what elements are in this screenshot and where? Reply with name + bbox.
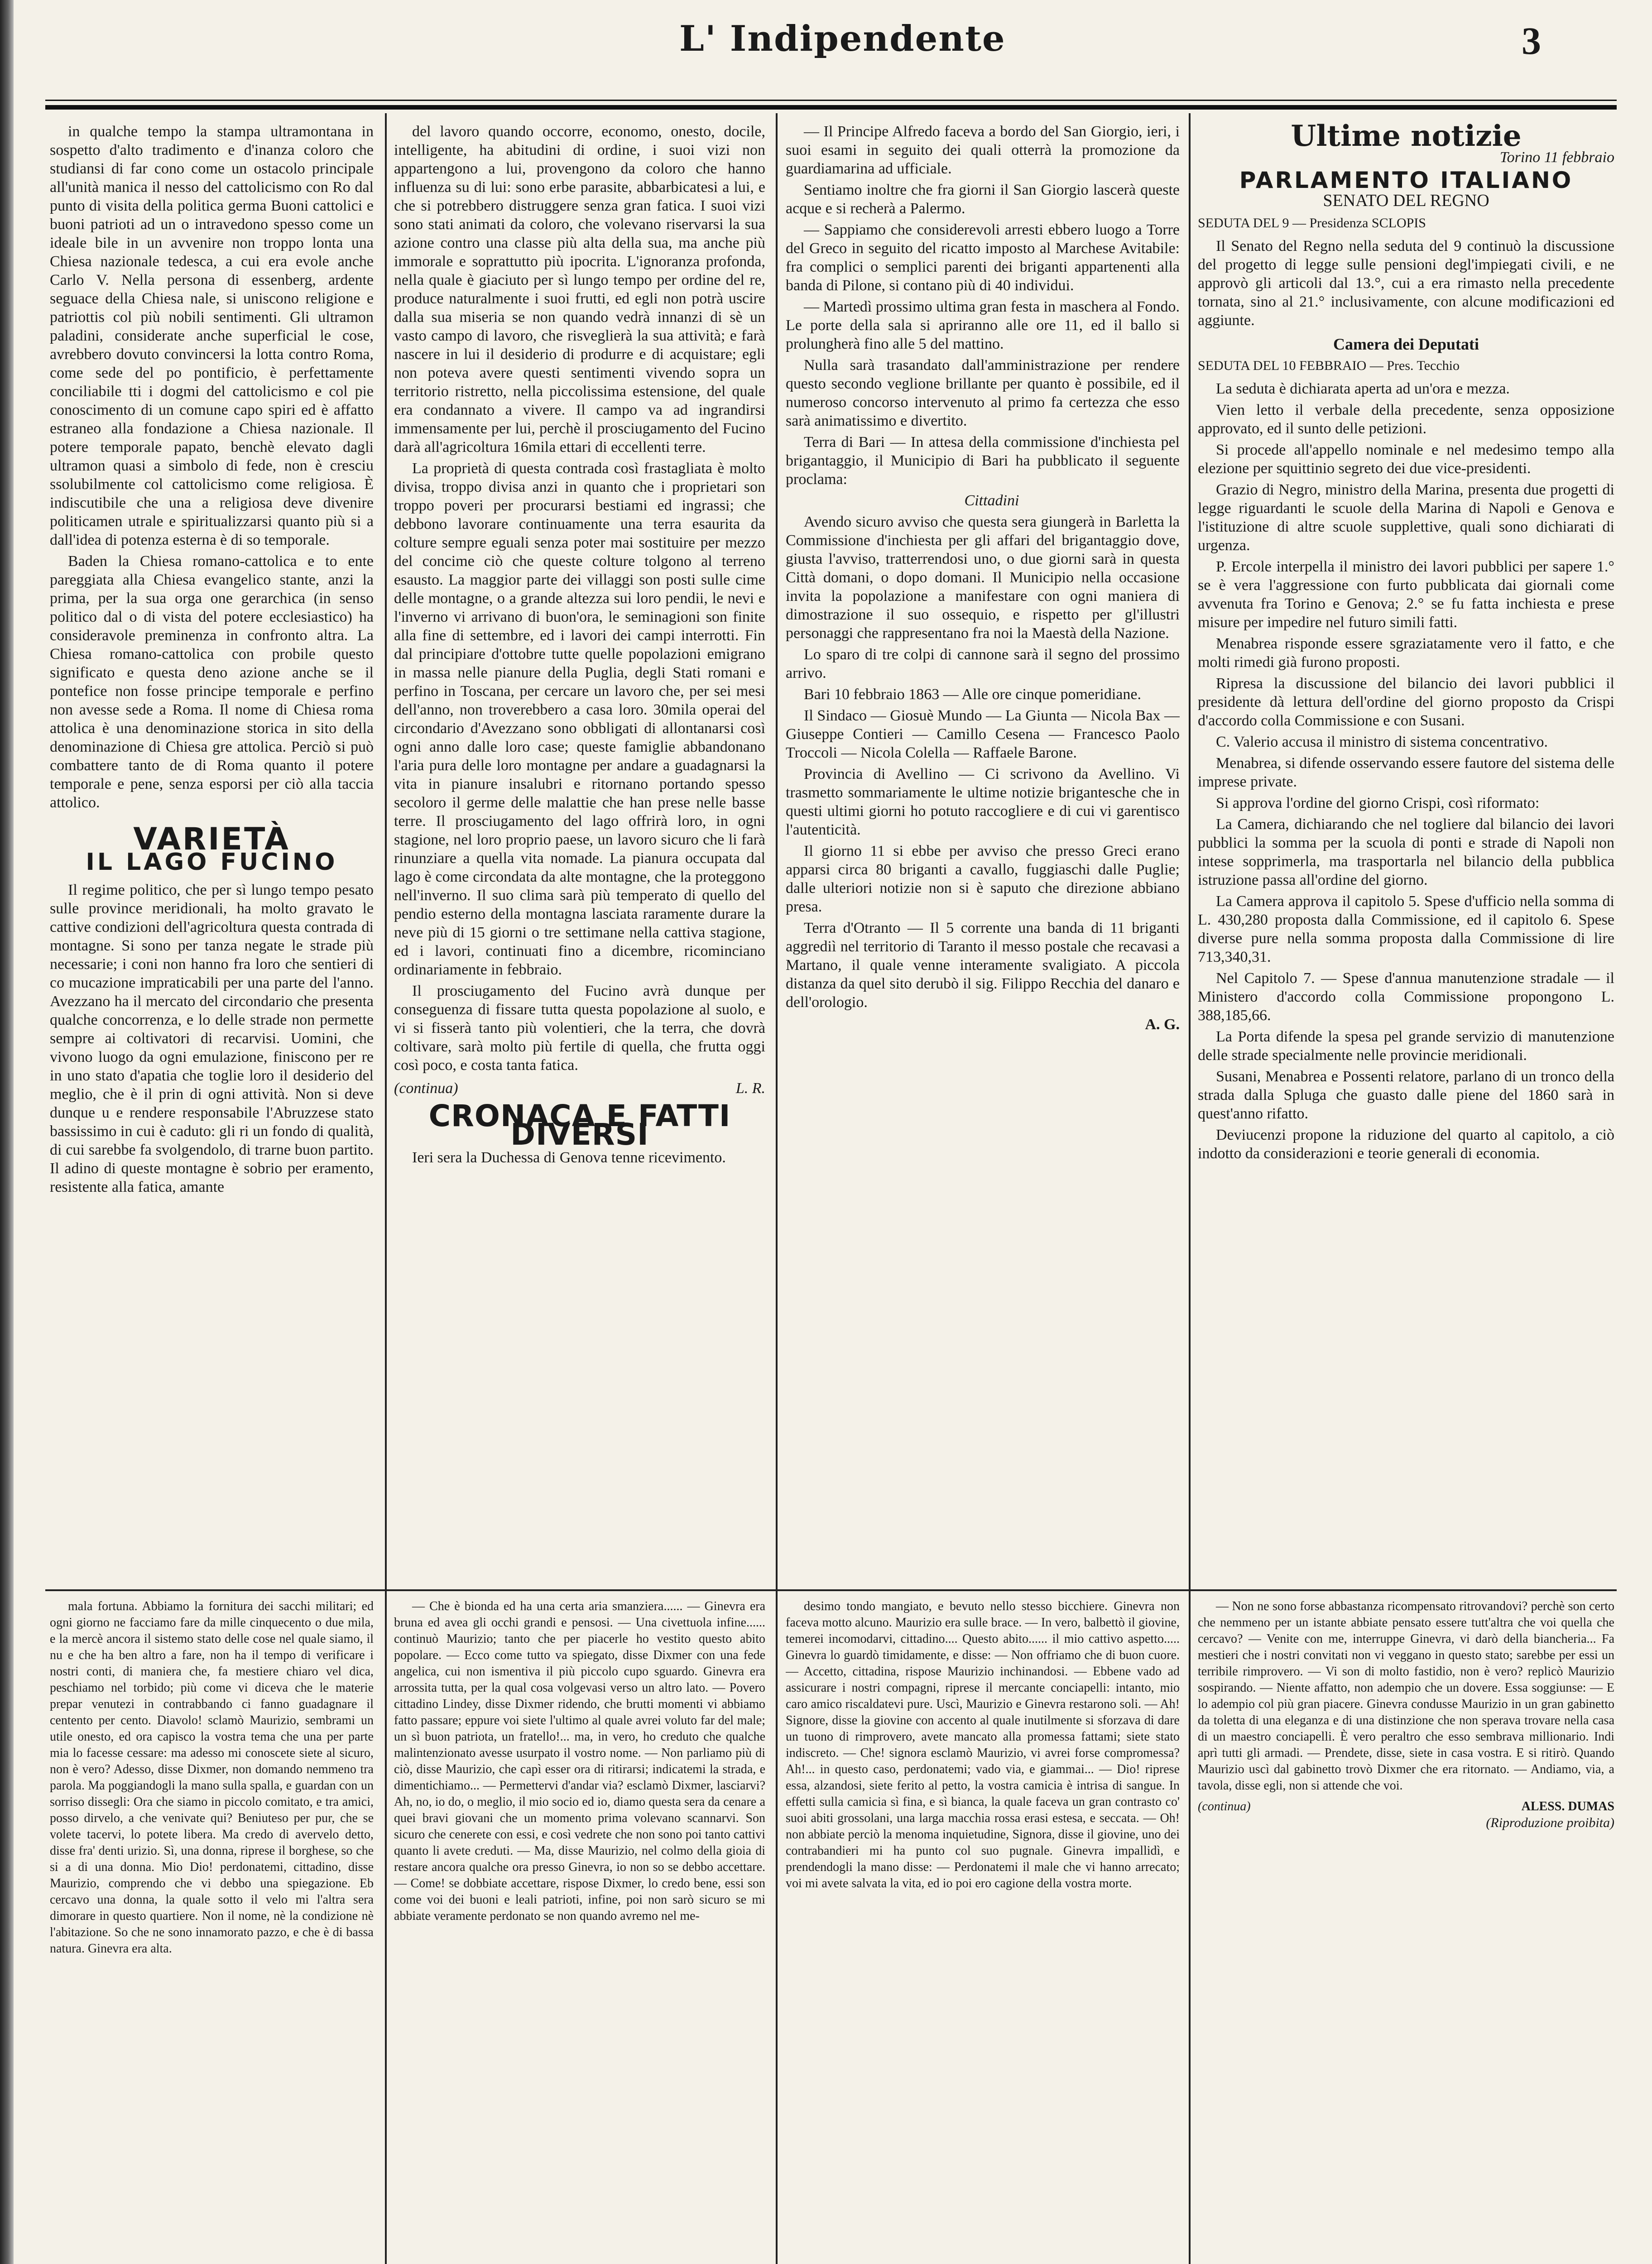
parlamento-heading: PARLAMENTO ITALIANO [1239,167,1573,193]
lago-fucino-heading: IL LAGO FUCINO [86,849,338,876]
column-rule-3 [1189,113,1191,2264]
article-paragraph: Grazio di Negro, ministro della Marina, presenta due progetti di legge riguardanti le scuole della Marina di Napoli e Genova e l'istituzione di altre scuole supplettive, quali sono dichiarati di urgenza. [1198,481,1614,554]
article-paragraph: La seduta è dichiarata aperta ad un'ora e mezza. [1216,380,1510,397]
article-paragraph: Il Senato del Regno nella seduta del 9 continuò la discussione del progetto di legge sulle pensioni degl'impiegati civili, e ne approvò gli articoli dal 13.°, cui a era rimasto nella precedente tornata, sino al 21.° inclusivamente, con alcune modificazioni ed aggiunte. [1198,238,1614,329]
seduta-camera: SEDUTA DEL 10 FEBBRAIO — Pres. Tecchio [1198,358,1460,373]
cronaca-heading: CRONACA E FATTI DIVERSI [428,1098,731,1152]
feuilleton-rule [45,1589,1617,1591]
article-paragraph: Menabrea, si difende osservando essere fautore del sistema delle imprese private. [1198,755,1614,790]
article-paragraph: in qualche tempo la stampa ultramontana in sospetto d'alto tradimento e d'inanza coloro che studiansi di far cono come un ostacolo principale all'unità manica il nesso del cattolicismo con Ro dal punto di visita della politica germa Buoni cattolici e buoni patrioti ad un o intravedono spesso come un ideale bile in un avvenire non troppo lonta una Chiesa nazionale tedesca, a cui era evole anche Carlo V. Nella persona di essenberg, ardente seguace della Chiesa nale, si uniscono religione e patriottis col più nobili sentimenti. Gli ultramon paladini, considerate anche superficial le cose, avrebbero dovuto convincersi la lotta contro Roma, come sede del po pontificio, è perfettamente conciliabile tti i dogmi del cattolicismo e col pie conoscimento di un comune capo spiri ed è affatto estraneo alla fondazione a Chiesa nazionale. Il potere temporale papato, benchè elevato dagli ultramon quasi a simbolo di fede, non è cresciu ssolubilmente col cattolicismo come religiosa. È indiscutibile che una a religiosa deve divenire politicamen utrale e spiritualizzarsi quanto più si a dall'idea di potenza esterna è di so temporale. [50,123,374,548]
author-signature: A. G. [1145,1016,1180,1033]
article-paragraph: Il giorno 11 si ebbe per avviso che presso Greci erano apparsi circa 80 briganti a cavallo, fuggiaschi dalle Puglie; dalle ulteriori notizie non si è saputo che direzione abbiano presa. [786,843,1180,915]
feuilleton-column-1 [50,1598,374,2264]
article-paragraph: Deviucenzi propone la riduzione del quarto al capitolo, a ciò indotto da considerazioni e teorie generali di economia. [1198,1127,1614,1162]
article-paragraph: Menabrea risponde essere sgraziatamente vero il fatto, e che molti rimedi già furono proposti. [1198,635,1614,671]
proclama-heading: Cittadini [964,492,1019,509]
feuilleton-author: ALESS. DUMAS [1521,1799,1614,1813]
article-paragraph: Si procede all'appello nominale e nel medesimo tempo alla elezione per squittinio segreto dei due vice-presidenti. [1198,441,1614,477]
article-paragraph: Susani, Menabrea e Possenti relatore, parlano di un tronco della strada dalla Spluga che guasto dalle piene del 1860 sarà in quest'anno rifatto. [1198,1068,1614,1122]
senato-heading: SENATO DEL REGNO [1323,191,1489,210]
column-4 [1198,122,1614,1580]
continua-label: (continua) [394,1080,458,1097]
continua-line [394,1079,765,1098]
page-number: 3 [1522,19,1541,62]
article-paragraph: Lo sparo di tre colpi di cannone sarà il segno del prossimo arrivo. [786,646,1180,681]
article-paragraph: Bari 10 febbraio 1863 — Alle ore cinque pomeridiane. [804,686,1141,703]
article-paragraph: Ieri sera la Duchessa di Genova tenne ricevimento. [412,1149,726,1166]
feuilleton-column-3 [786,1598,1180,2264]
header-rule-bottom [45,105,1617,110]
column-2 [394,122,765,1580]
article-paragraph: La proprietà di questa contrada così frastagliata è molto divisa, troppo divisa anzi in quanto che i proprietari son troppo poveri per procurarsi bestiami ed ingrassi; che debbono lavorare continuamente una terra esaurita da colture sempre eguali senza poter mai sostituire per mezzo del concime ciò che queste colture tolgono al terreno esausto. La maggior parte dei villaggi son posti sulle cime delle montagne, o a grande altezza sui loro pendii, le nevi e l'inverno vi arrivano di buon'ora, le seminagioni son finite alla fine di settembre, ed i lavori dei campi interrotti. Fin dal principiare d'ottobre tutte quelle popolazioni emigrano in massa nelle pianure della Puglia, degli Stati romani e perfino in Toscana, per cercare un lavoro che, per sei mesi dell'anno, non troverebbero a casa loro. 30mila operai del circondario d'Avezzano sono obbligati di allontanarsi così ogni anno dalle loro case; queste famiglie abbandonano l'aria pura delle loro montagne per andare a guadagnarsi la vita in pianure insalubri e ritornano portando spesso secoloro il germe delle malattie che han prese nelle basse terre. Il prosciugamento del lago offrirà loro, in ogni stagione, nel loro proprio paese, un lavoro sicuro che li farà rinunziare a quella vita nomade. La pianura occupata dal lago è come circondata da alte montagne, che la proteggono nell'inverno. Il suo clima sarà più temperato di quello del pendio esterno della montagna lasciata raramente durare la neve più di 15 giorni o tre settimane nella cattiva stagione, ed i lavori, continuati fino a dicembre, ricominciano ordinariamente in febbraio. [394,460,765,978]
article-paragraph: — Martedì prossimo ultima gran festa in maschera al Fondo. Le porte della sala si apriranno alle ore 11, ed il ballo si prolungherà fino alle 5 del mattino. [786,298,1180,352]
feuilleton-text: desimo tondo mangiato, e bevuto nello stesso bicchiere. Ginevra non faceva motto alcuno. Maurizio era sulle brace. — In vero, balbettò il giovine, temerei incomodarvi, cittadino.... Questo abito...... il mio cattivo aspetto..... Ginevra lo guardò timidamente, e disse: — Non offriamo che di buon cuore. — Accetto, cittadina, rispose Maurizio inchinandosi. — Ebbene vado ad assicurare i nostri compagni, riprese il mercante conciapelli: intanto, mio caro amico riscaldatevi pure. Uscì, Maurizio e Ginevra restarono soli. — Ah! Signore, disse la giovine con accento al quale inutilmente si sforzava di dare un tuono di rimprovero, avete mancato alla promessa fattami; siete stato indiscreto. — Che! signora esclamò Maurizio, vi avrei forse compromessa? Ah!... in questo caso, perdonatemi; vado via, e giammai... — Dio! riprese essa, alzandosi, siete ferito al petto, la vostra camicia è intrisa di sangue. In effetti sulla camicia sì fina, e sì bianca, la quale faceva un gran contrasto co' suoi abiti grossolani, una larga macchia rossa erasi estesa, e seccata. — Oh! non abbiate perciò la menoma inquietudine, Signora, disse il giovine, uno dei contrabandieri mi ha punto col suo pugnale. Ginevra impallidì, e prendendogli la mano disse: — Perdonatemi il male che vi hanno arrecato; voi mi avete salvata la vita, ed io poi ero cagione della vostra morte. [786,1599,1180,1890]
article-paragraph: Terra d'Otranto — Il 5 corrente una banda di 11 briganti aggrediì nel territorio di Taranto il messo postale che recavasi a Martano, il quale venne interamente svaligiato. A piccola distanza da quel sito derubò il sig. Filippo Recchia del danaro e dell'orologio. [786,920,1180,1011]
article-paragraph: Il regime politico, che per sì lungo tempo pesato sulle province meridionali, ha molto gravato le cattive condizioni dell'agricoltura questa contrada di montagne. Si sono per tanza negate le strade più necessarie; i coni non hanno fra loro che sentieri di co mucazione impraticabili per una parte del l'anno. Avezzano ha il mercato del circondario che presenta qualche concorrenza, e lo delle strade non permette sempre ai coltivatori di recarvisi. Uomini, che vivono luogo da ogni emulazione, finiscono per re in uno stato d'apatia che toglie loro il desiderio del meglio, che è il prin di ogni attività. Non si deve dunque u e rendere responsabile l'Abruzzese stato bassissimo in cui è caduto: gli ri un fondo di qualità, di cui sarebbe fa svolgendolo, di trarne buon partito. Il adino di queste montagne è sobrio per eramento, resistente alla fatica, amante [50,882,374,1195]
reproduction-notice: (Riproduzione proibita) [1486,1815,1614,1830]
column-rule-1 [385,113,387,2264]
article-paragraph: P. Ercole interpella il ministro dei lavori pubblici per sapere 1.° se è vera l'aggressione con furto pubblicata dai giornali come avvenuta fra Torino e Genova; 2.° se fu fatta inchiesta e prese misure per impedire nel futuro simili fatti. [1198,558,1614,631]
article-paragraph: Terra di Bari — In attesa della commissione d'inchiesta pel brigantaggio, il Municipio di Bari ha pubblicato il seguente proclama: [786,434,1180,488]
feuilleton-column-2 [394,1598,765,2264]
article-paragraph: La Camera approva il capitolo 5. Spese d'ufficio nella somma di L. 430,280 proposta dalla Commissione, ed il capitolo 6. Spese diverse pure nella somma proposta dalla Commissione di lire 713,340,31. [1198,893,1614,965]
article-paragraph: La Porta difende la spesa pel grande servizio di manutenzione delle strade specialmente nelle provincie meridionali. [1198,1028,1614,1064]
article-paragraph: C. Valerio accusa il ministro di sistema concentrativo. [1216,734,1548,750]
header-rule-top [45,100,1617,101]
binding-edge [0,0,14,2264]
article-paragraph: Il prosciugamento del Fucino avrà dunque per conseguenza di fissare tutta questa popolazione al suolo, e vi si fisserà tanto più volentieri, che la terra, che dovrà coltivare, sarà molto più fertile di quella, che frutta oggi così poco, e costa tanta fatica. [394,983,765,1074]
column-1 [50,122,374,1580]
article-paragraph: Nulla sarà trasandato dall'amministrazione per rendere questo secondo veglione brillante per quanto è possibile, ed il numeroso concorso intervenuto al primo fa certezza che esso sarà animatissimo e divertito. [786,357,1180,429]
feuilleton-text: — Che è bionda ed ha una certa aria smanziera...... — Ginevra era bruna ed avea gli occhi grandi e pensosi. — Una civettuola infine...... continuò Maurizio; tanto che per piacerle ho vestito questo abito popolare. — Ecco come tutto va spiegato, disse Dixmer con una fede angelica, cui non ismentiva il più piccolo cupo sguardo. Ginevra era arrossita tutta, per la qual cosa volgevasi verso un altro lato. — Povero cittadino Lindey, disse Dixmer ridendo, che brutti momenti vi abbiamo fatto passare; eppure voi siete l'ultimo al quale avrei voluto far del male; un sì buon patriota, un fratello!... ma, in vero, ho creduto che qualche malintenzionato avesse usurpato il vostro nome. — Non parliamo più di ciò, disse Maurizio, che capì esser ora di ritirarsi; indicatemi la strada, e dimentichiamo... — Permettervi d'andar via? esclamò Dixmer, lasciarvi? Ah, no, io do, o meglio, il mio socio ed io, diamo questa sera da cenare a quei bravi giovani che un momento prima volevano scannarvi. Son sicuro che cenerete con essi, e così vedrete che non sono poi tanto cattivi quanto li avete creduti. — Ma, disse Maurizio, nel colmo della gioia di restare ancora qualche ora presso Ginevra, io non so se debbo accettare. — Come! se dobbiate accettare, rispose Dixmer, lo credo bene, essi son come voi dei buoni e leali patrioti, infine, poi non sarò sicuro se mi abbiate veramente perdonato se non quando avremo nel me- [394,1599,765,1923]
article-paragraph: Nel Capitolo 7. — Spese d'annua manutenzione stradale — il Ministero d'accordo colla Commissione propongono L. 388,185,66. [1198,970,1614,1024]
seduta-senato: SEDUTA DEL 9 — Presidenza SCLOPIS [1198,216,1426,230]
author-signature: L. R. [735,1080,765,1097]
varieta-heading: VARIETÀ [133,821,290,857]
masthead [0,0,1652,104]
article-paragraph: Si approva l'ordine del giorno Crispi, così riformato: [1216,795,1540,811]
article-paragraph: — Il Principe Alfredo faceva a bordo del San Giorgio, ieri, i suoi esami in seguito dei quali otterrà la promozione da guardiamarina ad ufficiale. [786,123,1180,177]
article-paragraph: Ripresa la discussione del bilancio dei lavori pubblici il presidente dà lettura dell'ordine del giorno proposto da Crispi d'accordo colla Commissione e con Susani. [1198,675,1614,729]
article-paragraph: Baden la Chiesa romano-cattolica e to ente pareggiata alla Chiesa evangelico stante, anzi la prima, per la sua orga one gerarchica (in senso politico dal o di vista del potere ecclesiastico) ha consideravole preminenza in confronto altra. La Chiesa romano-cattolica con probile questo significato e questa deno azione anche se il pontefice non fosse principe temporale e perfino non avesse sede a Roma. Il nome di Chiesa roma attolica è una denominazione storica in sito della denominazione di Chiesa gre attolica. Perciò si può combattere tanto de di Roma quanto il potere temporale e pene, senza esporsi per ciò alla taccia attolico. [50,553,374,811]
continua-label: (continua) [1198,1799,1251,1813]
article-paragraph: Il Sindaco — Giosuè Mundo — La Giunta — Nicola Bax — Giuseppe Contieri — Camillo Cesena — Francesco Paolo Troccoli — Nicola Colella — Raffaele Barone. [786,707,1180,761]
dateline: Torino 11 febbraio [1499,149,1614,166]
continua-line [1198,1799,1614,1815]
column-rule-2 [776,113,778,2264]
column-3 [786,122,1180,1580]
ultime-notizie-heading: Ultime notizie [1291,122,1522,153]
feuilleton-text: mala fortuna. Abbiamo la fornitura dei sacchi militari; ed ogni giorno ne facciamo fare da mille cinquecento o due mila, e la mercè ancora il sistemo stato delle cose nel quale siamo, il nu e che ha ben altro a fare, non ha il tempo di verificare i nostri conti, di maniera che, fa mestiere chiaro vel dica, peschiamo nel torbido; più come vi diceva che le materie prepar venutezi in contrabbando ci fanno guadagnare il centento per cento. Diavolo! sclamò Maurizio, sembrami un utile onesto, ed ora capisco la vostra tema che una per parte mia lo facesse cessare: ma adesso mi conoscete siete al sicuro, non è vero? Adesso, disse Dixmer, non domando nemmeno tra parola. Ma poggiandogli la mano sulla spalla, e guardan con un sorriso dissegli: Ora che siamo in piccolo comitato, e tra amici, posso dirvelo, a che venivate qui? Beniuteso per pur, che se volete tacervi, lo potete libera. Ma credo di avervelo detto, disse fra' denti urizio. Sì, una donna, riprese il borghese, so che si a di una donna. Mio Dio! perdonatemi, cittadino, disse Maurizio, comprendo che vi debbo una spiegazione. Eb cercavo una donna, la quale sotto il velo mi l'altra sera dimorare in questo quartiere. Non il nome, nè la condizione nè l'abitazione. So che ne sono innamorato pazzo, e che è di bassa natura. Ginevra era alta. [50,1599,374,1956]
article-paragraph: del lavoro quando occorre, economo, onesto, docile, intelligente, ha abitudini di ordine, i suoi vizi non appartengono a lui, provengono da coloro che hanno influenza su di lui: sono erbe parasite, abbarbicatesi a lui, e che si potrebbero distruggere senza gran fatica. I suoi vizi sono stati animati da coloro, che volevano riservarsi la sua azione contro una classe più alta della sua, ma anche più immorale e soprattutto più ipocrita. L'ignoranza profonda, nella quale è giaciuto per sì lungo tempo per ordine del re, produce naturalmente i suoi frutti, ed egli non potrà uscire dalla sua miseria se non quando vedrà innanzi di sè un vasto campo di lavoro, che risveglierà la sua attività; e farà nascere in lui il desiderio di produrre e di acquistare; egli non poteva avere questi sentimenti vivendo sopra un territorio ristretto, nella piccolissima estensione, del quale era condannato a vivere. Il campo va ad ingrandirsi immensamente per lui, perchè il prosciugamento del Fucino darà all'agricoltura 16mila ettari di eccellenti terre. [394,123,765,456]
article-paragraph: Vien letto il verbale della precedente, senza opposizione approvato, ed il sunto delle petizioni. [1198,402,1614,437]
article-paragraph: Provincia di Avellino — Ci scrivono da Avellino. Vi trasmetto sommariamente le ultime notizie brigantesche che in questi ultimi giorni ho potuto raccogliere e di cui vi garentisco l'autenticità. [786,766,1180,838]
article-paragraph: La Camera, dichiarando che nel togliere dal bilancio dei lavori pubblici la somma per la scuola di ponti e strade di Napoli non intese sopprimerla, ma trasportarla nel bilancio della pubblica istruzione passa all'ordine del giorno. [1198,816,1614,888]
article-paragraph: Sentiamo inoltre che fra giorni il San Giorgio lascerà queste acque e si recherà a Palermo. [786,182,1180,217]
feuilleton-text: — Non ne sono forse abbastanza ricompensato ritrovandovi? perchè son certo che nemmeno per un istante abbiate pensato essere tutt'altra che voi quella che cercavo? — Venite con me, interruppe Ginevra, vi darò della biancheria... Fa mestieri che i nostri convitati non vi veggano in questo stato; sarebbe per essi un terribile rimprovero. — Vi son di molto fastidio, non è vero? replicò Maurizio sospirando. — Niente affatto, non adempio che un dovere. Essa soggiunse: — E lo adempio col più gran piacere. Ginevra condusse Maurizio in un gran gabinetto da toletta di una eleganza e di una distinzione che non sperava trovare nella casa di un maestro conciapelli. È vero peraltro che esso sembrava millionario. Indi aprì tutti gli armadi. — Prendete, disse, siete in casa vostra. E si ritirò. Quando Maurizio uscì dal gabinetto trovò Dixmer che era ritornato. — Andiamo, via, a tavola, disse egli, non si attende che voi. [1198,1599,1614,1793]
feuilleton-column-4 [1198,1598,1614,2264]
newspaper-title: L' Indipendente [679,18,1006,59]
camera-heading: Camera dei Deputati [1333,335,1479,353]
article-paragraph: — Sappiamo che considerevoli arresti ebbero luogo a Torre del Greco in seguito del ricatto imposto al Marchese Avitabile: fra complici o semplici parenti dei briganti appartenenti alla banda di Pilone, si contano più di 40 individui. [786,221,1180,294]
article-paragraph: Avendo sicuro avviso che questa sera giungerà in Barletta la Commissione d'inchiesta per gli affari del brigantaggio dove, giusta l'avviso, tratterrendosi uno, o due giorni sarà in questa Città domani, o dopo domani. Il Municipio nella occasione invita la popolazione a manifestare con ogni maniera di dimostrazione il suo ossequio, e rispetto per gl'illustri personaggi che rappresentano fra noi la Maestà della Nazione. [786,513,1180,642]
